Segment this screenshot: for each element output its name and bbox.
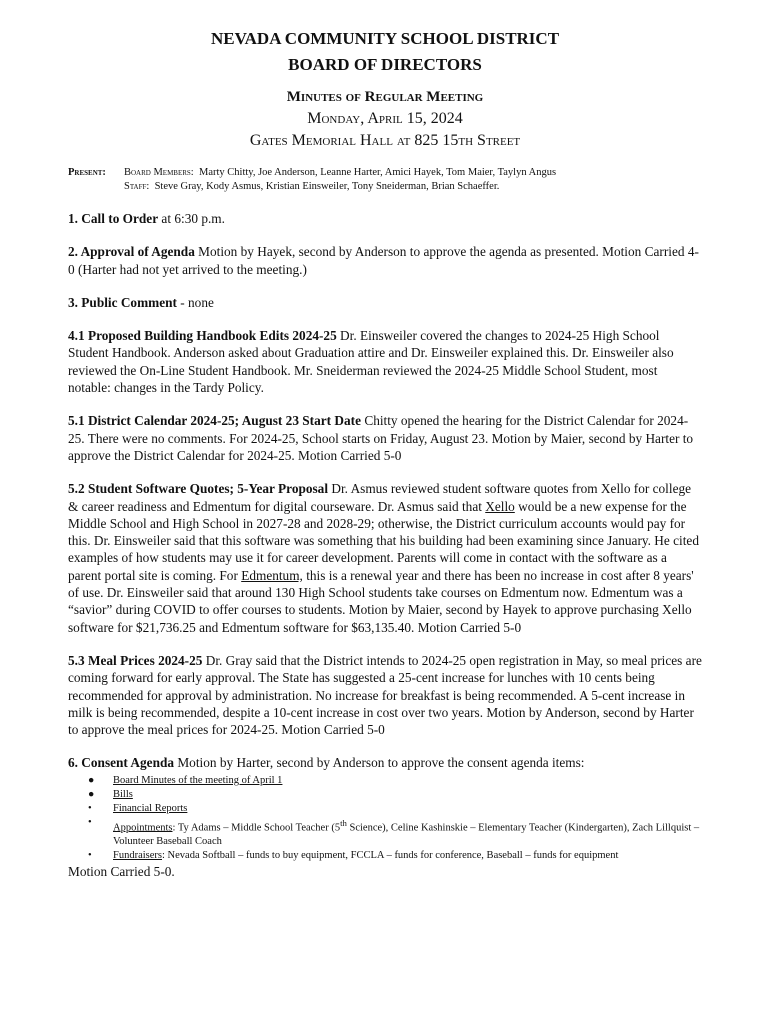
item-heading: 6. Consent Agenda: [68, 755, 175, 771]
list-item-label: Bills: [113, 788, 133, 800]
district-name: NEVADA COMMUNITY SCHOOL DISTRICT: [210, 29, 560, 48]
attendance: [68, 166, 702, 194]
meeting-date: Monday, April 15, 2024: [307, 110, 463, 127]
board-members-label: Board Members:: [124, 167, 194, 178]
item-text: Dr. Gray said that the District intends to 2024-25 open registration in May, so meal prices are coming forward for early approval. The State has suggested a 25-cent increase for lunches with 10 cents being recommended for approval by administration. No increase for breakfast is being recommended. A 5-cent increase in milk is being recommended, despite a 10-cent increase in cost over two years. Motion by Anderson, second by Harter to approve the meal prices for 2024-25. Motion Carried 5-0: [68, 652, 702, 738]
staff-label: Staff:: [124, 181, 150, 192]
list-item: [88, 849, 702, 863]
list-item-text: Science), Celine Kashinskie – Elementary Teacher (Kindergarten), Zach Lillquist – Volunteer Baseball Coach: [113, 822, 700, 848]
item-district-calendar: [68, 412, 702, 464]
list-item-text: : Nevada Softball – funds to buy equipment, FCCLA – funds for conference, Baseball – funds for equipment: [162, 850, 619, 862]
item-heading: 5.3 Meal Prices 2024-25: [68, 652, 203, 668]
bullet-icon: ●: [88, 788, 95, 800]
meeting-location: Gates Memorial Hall at 825 15th Street: [249, 132, 521, 149]
item-approval-of-agenda: [68, 243, 702, 278]
consent-closing: Motion Carried 5-0.: [68, 864, 175, 880]
item-heading: 5.2 Student Software Quotes; 5-Year Proposal: [68, 481, 329, 497]
board-members-names: Marty Chitty, Joe Anderson, Leanne Harter, Amici Hayek, Tom Maier, Taylyn Angus: [198, 167, 557, 178]
list-item-label: Financial Reports: [113, 802, 188, 814]
item-call-to-order: [68, 210, 702, 227]
list-item: [88, 774, 702, 788]
edmentum-underlined: Edmentum,: [241, 567, 303, 583]
item-heading: 3. Public Comment: [68, 294, 177, 310]
item-meal-prices: [68, 652, 702, 738]
item-text: - none: [176, 294, 214, 310]
item-text: Dr. Einsweiler covered the changes to 2024-25 High School Student Handbook. Anderson asked about Graduation attire and Dr. Einsweiler explained this. Dr. Einsweiler also reviewed the On-Line Student Handbook. Mr. Sneiderman reviewed the 2024-25 Middle School Student, most notable: changes in the Tardy Policy.: [68, 328, 674, 396]
item-public-comment: [68, 294, 702, 311]
present-label: Present:: [68, 167, 106, 178]
item-heading: 4.1 Proposed Building Handbook Edits 2024-25: [68, 328, 337, 344]
item-handbook-edits: [68, 327, 702, 396]
item-text: Dr. Asmus reviewed student software quotes from Xello for college & career readiness and Edmentum for digital courseware. Dr. Asmus said that: [68, 481, 692, 514]
item-text: Chitty opened the hearing for the District Calendar for 2024-25. There were no comments. For 2024-25, School starts on Friday, August 23. Motion by Maier, second by Harter to approve the District Calendar for 2024-25. Motion Carried 5-0: [68, 413, 694, 463]
item-heading: 2. Approval of Agenda: [68, 244, 195, 260]
item-student-software: [68, 480, 702, 636]
attendance-board-row: [68, 166, 702, 180]
list-item-label: Fundraisers: [113, 850, 162, 862]
item-heading: 1. Call to Order: [68, 211, 159, 226]
bullet-icon: ●: [88, 774, 95, 786]
bullet-icon: •: [88, 816, 92, 828]
item-text: Motion by Hayek, second by Anderson to approve the agenda as presented. Motion Carried 4-0 (Harter had not yet arrived to the meeting.): [68, 244, 699, 277]
meeting-title: Minutes of Regular Meeting: [286, 89, 484, 105]
list-item: [88, 788, 702, 802]
list-item: [88, 816, 702, 850]
list-item-label: Appointments: [113, 822, 173, 834]
item-text: Motion by Harter, second by Anderson to approve the consent agenda items:: [174, 755, 585, 771]
attendance-staff-row: [68, 180, 702, 194]
item-text: at 6:30 p.m.: [158, 211, 225, 226]
xello-underlined: Xello: [485, 498, 515, 514]
list-item-text: : Ty Adams – Middle School Teacher (5: [172, 822, 341, 834]
board-name: BOARD OF DIRECTORS: [288, 55, 482, 74]
bullet-icon: •: [88, 802, 92, 814]
consent-agenda-list: [68, 774, 702, 864]
list-item-label: Board Minutes of the meeting of April 1: [113, 774, 283, 786]
item-text: would be a new expense for the Middle School and High School in 2027-28 and 2028-29; otherwise, the District curriculum accounts would pay for this. Dr. Einsweiler said that this software was something that his building had been examining since January. He cited examples of how students may use it for career development. Parents will come in contact with the software as a parent portal site is coming. For: [68, 498, 699, 583]
staff-names: Steve Gray, Kody Asmus, Kristian Einsweiler, Tony Sneiderman, Brian Schaeffer.: [154, 181, 500, 192]
bullet-icon: •: [88, 850, 92, 862]
list-item: [88, 802, 702, 816]
meeting-header: [68, 86, 702, 152]
item-consent-agenda: [68, 754, 702, 771]
item-text: this is a renewal year and there has been no increase in cost after 8 years' of use. Dr. Einsweiler said that around 130 High School students take courses on Edmentum now. Edmentum was a “savior” during COVID to offer courses to students. Motion by Maier, second by Hayek to approve purchasing Xello software for $21,736.25 and Edmentum software for $63,135.40. Motion Carried 5-0: [68, 567, 694, 635]
list-item-sup: th: [340, 817, 347, 828]
item-heading: 5.1 District Calendar 2024-25; August 23 Start Date: [68, 413, 361, 429]
